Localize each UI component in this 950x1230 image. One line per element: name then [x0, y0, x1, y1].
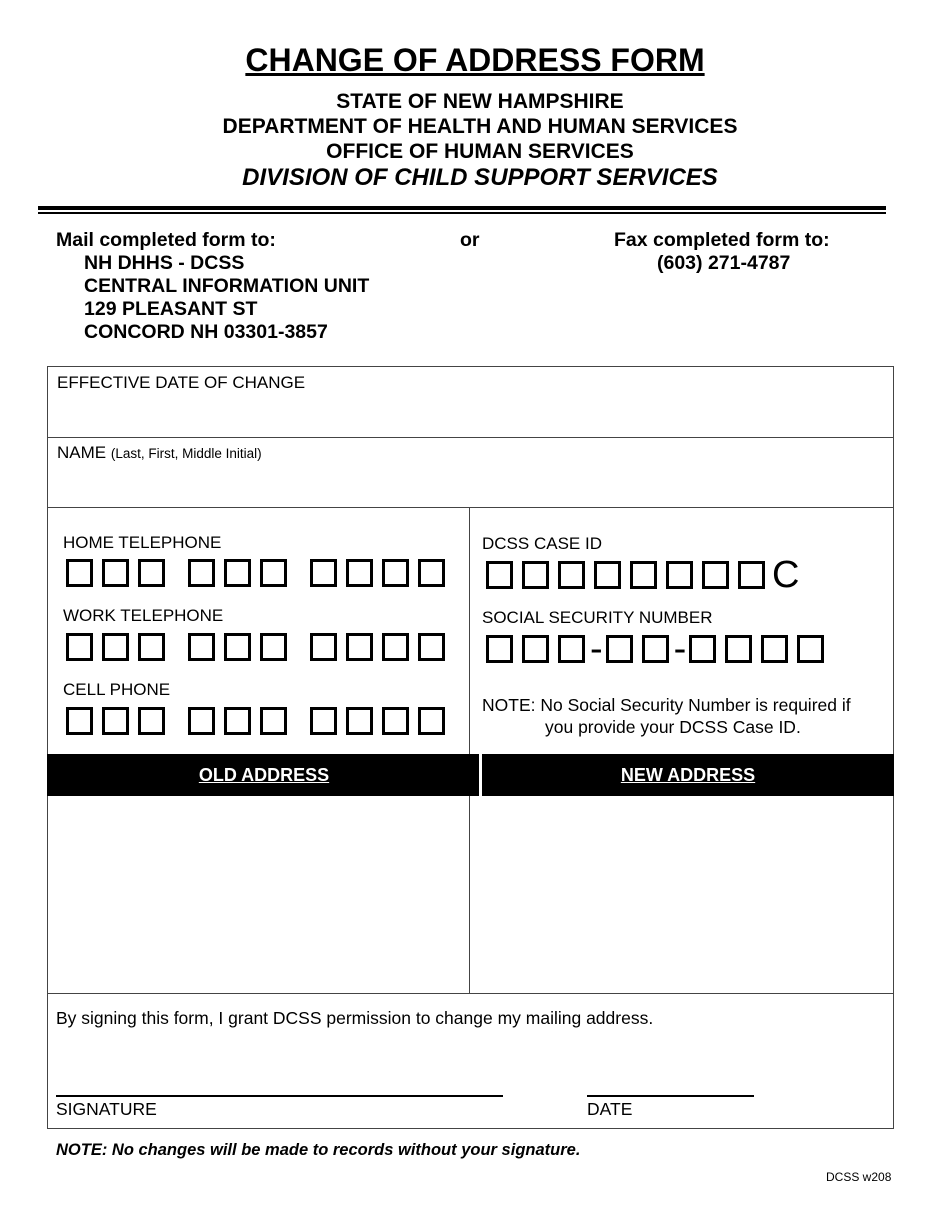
division-heading: DIVISION OF CHILD SUPPORT SERVICES [242, 164, 718, 191]
digit-box[interactable] [66, 633, 93, 661]
old-address-header: OLD ADDRESS [198, 765, 330, 785]
office-heading: OFFICE OF HUMAN SERVICES [326, 140, 634, 163]
digit-box[interactable] [346, 707, 373, 735]
mail-address-line: CENTRAL INFORMATION UNIT [84, 275, 370, 297]
ssn-dash: - [590, 628, 603, 670]
digit-box[interactable] [689, 635, 716, 663]
digit-box[interactable] [102, 633, 129, 661]
digit-box[interactable] [138, 707, 165, 735]
date-label: DATE [587, 1099, 633, 1119]
digit-box[interactable] [642, 635, 669, 663]
digit-box[interactable] [188, 559, 215, 587]
digit-box[interactable] [418, 633, 445, 661]
mail-address-line: NH DHHS - DCSS [84, 252, 245, 274]
digit-box[interactable] [797, 635, 824, 663]
digit-box[interactable] [260, 559, 287, 587]
ssn-note-line1: NOTE: No Social Security Number is required if [482, 695, 851, 715]
digit-box[interactable] [310, 559, 337, 587]
digit-box[interactable] [102, 707, 129, 735]
header-divider [38, 206, 886, 210]
digit-box[interactable] [260, 707, 287, 735]
ssn-boxes[interactable] [486, 628, 833, 670]
row-divider [48, 507, 893, 508]
digit-box[interactable] [66, 559, 93, 587]
mail-address-line: 129 PLEASANT ST [84, 298, 258, 320]
row-divider [48, 437, 893, 438]
home-phone-label: HOME TELEPHONE [63, 533, 222, 552]
effective-date-label: EFFECTIVE DATE OF CHANGE [57, 373, 306, 392]
case-id-suffix: C [772, 554, 800, 596]
digit-box[interactable] [138, 633, 165, 661]
name-field[interactable] [48, 466, 893, 504]
digit-box[interactable] [761, 635, 788, 663]
digit-box[interactable] [138, 559, 165, 587]
cell-phone-label: CELL PHONE [63, 680, 171, 699]
digit-box[interactable] [188, 707, 215, 735]
digit-box[interactable] [66, 707, 93, 735]
digit-box[interactable] [558, 635, 585, 663]
effective-date-field[interactable] [48, 396, 893, 434]
cell-phone-boxes[interactable] [66, 707, 454, 735]
digit-box[interactable] [346, 559, 373, 587]
digit-box[interactable] [558, 561, 585, 589]
digit-box[interactable] [188, 633, 215, 661]
digit-box[interactable] [418, 559, 445, 587]
digit-box[interactable] [486, 635, 513, 663]
digit-box[interactable] [486, 561, 513, 589]
ssn-note-line2: you provide your DCSS Case ID. [545, 717, 801, 737]
header-divider-thin [38, 212, 886, 214]
signature-note: NOTE: No changes will be made to records without your signature. [56, 1141, 581, 1159]
date-line[interactable] [587, 1095, 754, 1097]
digit-box[interactable] [382, 559, 409, 587]
form-title: CHANGE OF ADDRESS FORM [245, 42, 705, 78]
state-heading: STATE OF NEW HAMPSHIRE [336, 90, 624, 113]
home-phone-boxes[interactable] [66, 559, 454, 587]
digit-box[interactable] [606, 635, 633, 663]
name-label [57, 443, 262, 463]
fax-number: (603) 271-4787 [657, 252, 791, 274]
digit-box[interactable] [522, 561, 549, 589]
new-address-header: NEW ADDRESS [620, 765, 756, 785]
digit-box[interactable] [382, 633, 409, 661]
old-address-field[interactable] [48, 797, 467, 991]
case-id-label: DCSS CASE ID [482, 534, 602, 553]
row-divider [48, 993, 893, 994]
digit-box[interactable] [224, 707, 251, 735]
digit-box[interactable] [630, 561, 657, 589]
digit-box[interactable] [702, 561, 729, 589]
ssn-dash: - [673, 628, 687, 670]
digit-box[interactable] [725, 635, 752, 663]
name-label-text: NAME [57, 443, 107, 462]
or-text: or [460, 229, 480, 251]
digit-box[interactable] [738, 561, 765, 589]
signature-line[interactable] [56, 1095, 503, 1097]
digit-box[interactable] [224, 633, 251, 661]
digit-box[interactable] [666, 561, 693, 589]
digit-box[interactable] [418, 707, 445, 735]
digit-box[interactable] [346, 633, 373, 661]
new-address-field[interactable] [470, 797, 893, 991]
digit-box[interactable] [224, 559, 251, 587]
digit-box[interactable] [310, 707, 337, 735]
digit-box[interactable] [102, 559, 129, 587]
digit-box[interactable] [260, 633, 287, 661]
digit-box[interactable] [594, 561, 621, 589]
work-phone-boxes[interactable] [66, 633, 454, 661]
case-id-boxes[interactable] [486, 554, 803, 596]
ssn-label: SOCIAL SECURITY NUMBER [482, 608, 713, 627]
digit-box[interactable] [382, 707, 409, 735]
mail-address-line: CONCORD NH 03301-3857 [84, 321, 328, 343]
signature-label: SIGNATURE [56, 1099, 157, 1119]
form-code: DCSS w208 [826, 1170, 892, 1184]
name-hint: (Last, First, Middle Initial) [110, 446, 262, 461]
consent-text: By signing this form, I grant DCSS permission to change my mailing address. [56, 1008, 654, 1028]
fax-label: Fax completed form to: [614, 229, 830, 251]
digit-box[interactable] [310, 633, 337, 661]
department-heading: DEPARTMENT OF HEALTH AND HUMAN SERVICES [222, 115, 738, 138]
mail-label: Mail completed form to: [56, 229, 276, 251]
work-phone-label: WORK TELEPHONE [63, 606, 224, 625]
digit-box[interactable] [522, 635, 549, 663]
